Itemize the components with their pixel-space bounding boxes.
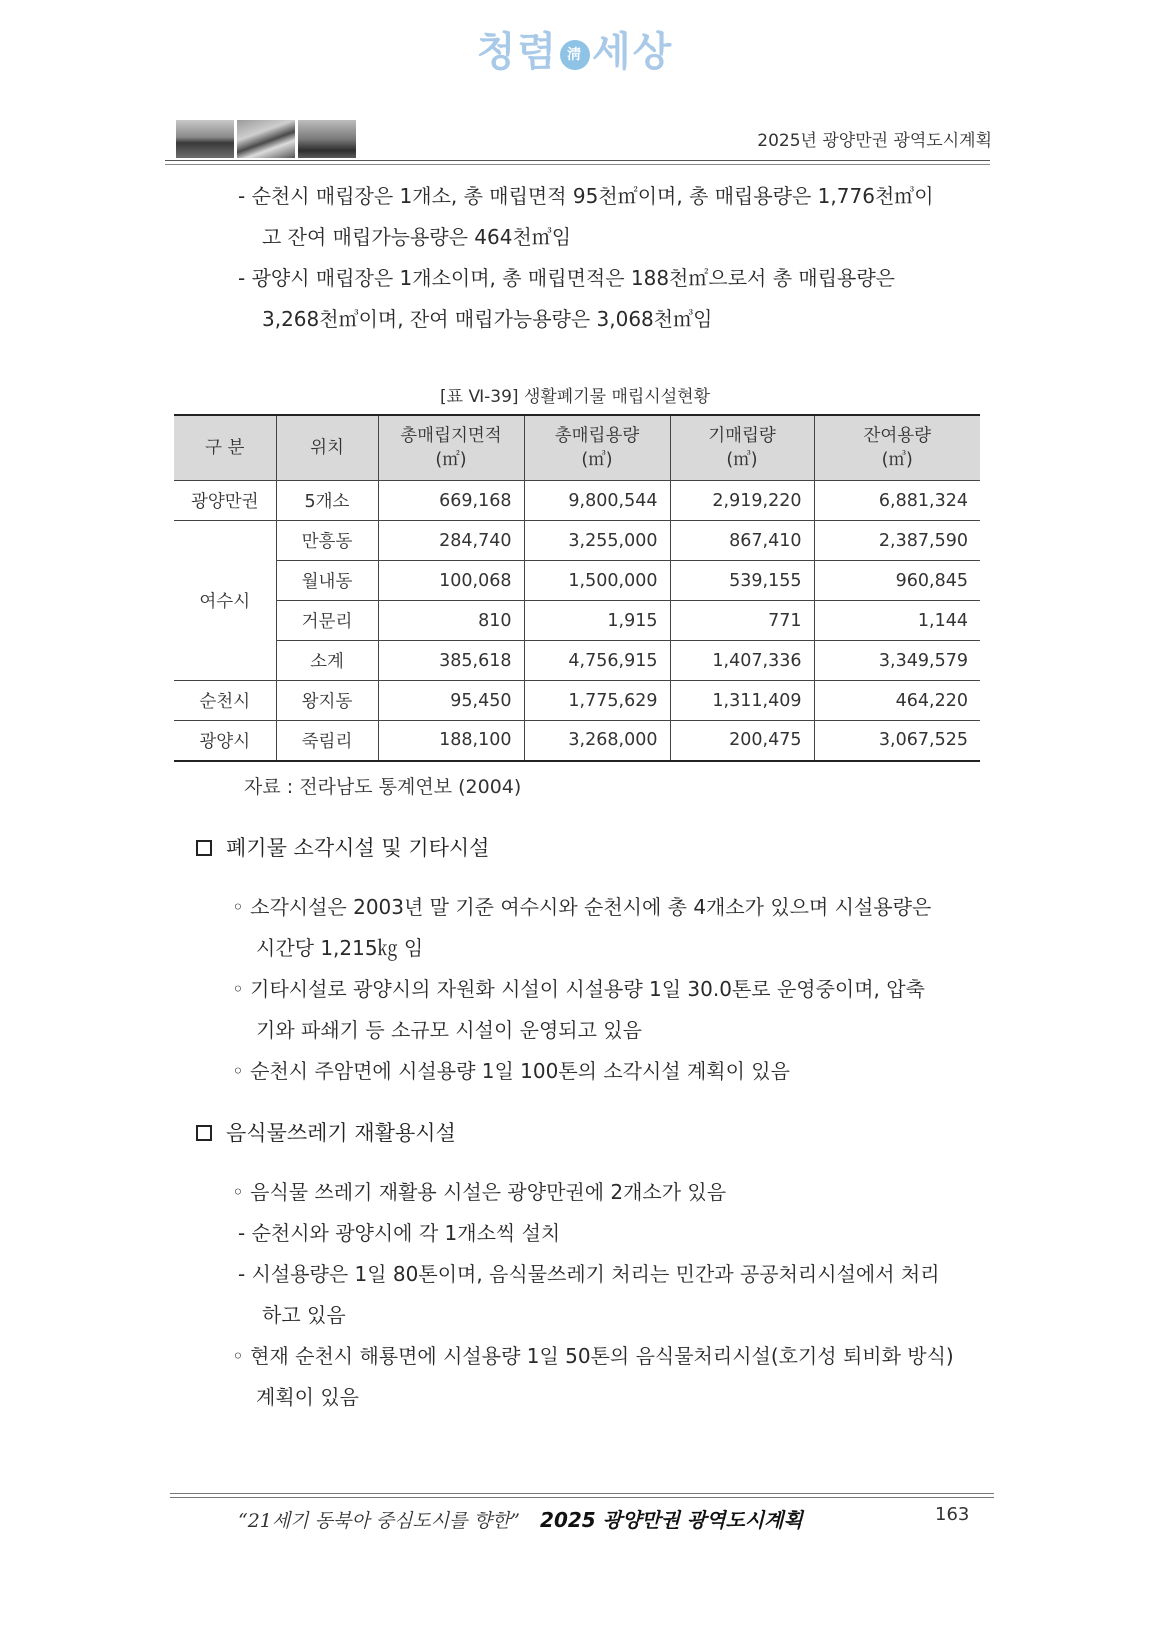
header-photo-strip [176, 120, 356, 158]
incineration-bullet-1-line-1: ◦ 소각시설은 2003년 말 기준 여수시와 순천시에 총 4개소가 있으며 시설용량은 [232, 895, 932, 919]
cell-capacity: 1,775,629 [524, 681, 670, 721]
cell-filled: 1,407,336 [670, 641, 814, 681]
header-rule [165, 160, 990, 161]
food-waste-dash-2-line-2: 하고 있음 [262, 1303, 346, 1327]
cell-remaining: 6,881,324 [814, 481, 980, 521]
section-title: 폐기물 소각시설 및 기타시설 [226, 836, 490, 860]
cell-filled: 771 [670, 601, 814, 641]
cell-filled: 2,919,220 [670, 481, 814, 521]
table-header-row [174, 415, 980, 481]
cell-remaining: 960,845 [814, 561, 980, 601]
cell-location: 소계 [276, 641, 378, 681]
header-rule-thin [165, 164, 990, 165]
suncheon-landfill-line-1: - 순천시 매립장은 1개소, 총 매립면적 95천㎡이며, 총 매립용량은 1,776천㎥이 [238, 184, 934, 208]
section-heading-incineration [196, 828, 489, 869]
food-waste-bullet-2-line-1: ◦ 현재 순천시 해룡면에 시설용량 1일 50톤의 음식물처리시설(호기성 퇴비화 방식) [232, 1344, 954, 1368]
footer-slogan: “21세기 동북아 중심도시를 향한” [238, 1510, 520, 1532]
cell-remaining: 464,220 [814, 681, 980, 721]
cell-filled: 200,475 [670, 721, 814, 761]
cell-location: 만흥동 [276, 521, 378, 561]
header-title: 2025년 광양만권 광역도시계획 [757, 131, 992, 151]
header-photo-2 [237, 120, 295, 158]
footer-rule [170, 1493, 994, 1494]
cell-capacity: 4,756,915 [524, 641, 670, 681]
table-row [174, 721, 980, 761]
food-waste-bullet-2-line-2: 계획이 있음 [256, 1385, 359, 1409]
cell-region: 순천시 [174, 681, 276, 721]
cell-remaining: 3,349,579 [814, 641, 980, 681]
logo-seal-icon: 淸 [560, 40, 590, 70]
cell-area: 669,168 [378, 481, 524, 521]
cell-region: 여수시 [174, 521, 276, 681]
table-row [174, 681, 980, 721]
gwangyang-landfill-line-1: - 광양시 매립장은 1개소이며, 총 매립면적은 188천㎡으로서 총 매립용량은 [238, 266, 895, 290]
cell-remaining: 3,067,525 [814, 721, 980, 761]
cell-capacity: 3,268,000 [524, 721, 670, 761]
table-caption: [표 Ⅵ-39] 생활폐기물 매립시설현황 [440, 387, 710, 407]
incineration-bullet-2-line-1: ◦ 기타시설로 광양시의 자원화 시설이 시설용량 1일 30.0톤로 운영중이며, 압축 [232, 977, 925, 1001]
cell-area: 100,068 [378, 561, 524, 601]
cell-filled: 867,410 [670, 521, 814, 561]
table-row [174, 601, 980, 641]
cell-filled: 1,311,409 [670, 681, 814, 721]
header-location: 위치 [276, 415, 378, 481]
incineration-bullet-3-line-1: ◦ 순천시 주암면에 시설용량 1일 100톤의 소각시설 계획이 있음 [232, 1059, 790, 1083]
header-photo-1 [176, 120, 234, 158]
checkbox-square-icon [196, 1125, 212, 1141]
cell-region: 광양만권 [174, 481, 276, 521]
cell-capacity: 1,915 [524, 601, 670, 641]
logo-text-right: 세상 [592, 28, 674, 75]
incineration-bullet-2-line-2: 기와 파쇄기 등 소규모 시설이 운영되고 있음 [256, 1018, 642, 1042]
gwangyang-landfill-line-2: 3,268천㎥이며, 잔여 매립가능용량은 3,068천㎥임 [262, 307, 713, 331]
section-heading-food-waste [196, 1113, 456, 1154]
page-number: 163 [935, 1504, 970, 1525]
table-source: 자료 : 전라남도 통계연보 (2004) [244, 776, 522, 798]
section-title: 음식물쓰레기 재활용시설 [226, 1121, 456, 1145]
landfill-table [174, 414, 980, 762]
food-waste-bullet-1: ◦ 음식물 쓰레기 재활용 시설은 광양만권에 2개소가 있음 [232, 1180, 727, 1204]
table-row [174, 521, 980, 561]
checkbox-square-icon [196, 840, 212, 856]
cell-location: 월내동 [276, 561, 378, 601]
food-waste-dash-1: - 순천시와 광양시에 각 1개소씩 설치 [238, 1221, 561, 1245]
cell-capacity: 3,255,000 [524, 521, 670, 561]
suncheon-landfill-line-2: 고 잔여 매립가능용량은 464천㎥임 [262, 225, 572, 249]
header-capacity: 총매립용량 (㎥) [524, 415, 670, 481]
cell-remaining: 2,387,590 [814, 521, 980, 561]
cell-area: 95,450 [378, 681, 524, 721]
header-photo-3 [298, 120, 356, 158]
logo [0, 20, 1150, 77]
table-row [174, 481, 980, 521]
cell-area: 810 [378, 601, 524, 641]
footer-text [238, 1504, 803, 1533]
incineration-bullet-1-line-2: 시간당 1,215㎏ 임 [256, 936, 424, 960]
footer-rule-thin [170, 1497, 994, 1498]
header-region: 구 분 [174, 415, 276, 481]
table-row [174, 561, 980, 601]
header-area: 총매립지면적 (㎡) [378, 415, 524, 481]
cell-location: 거문리 [276, 601, 378, 641]
table-row [174, 641, 980, 681]
cell-region: 광양시 [174, 721, 276, 761]
cell-location: 죽림리 [276, 721, 378, 761]
header-remaining: 잔여용량 (㎥) [814, 415, 980, 481]
cell-capacity: 1,500,000 [524, 561, 670, 601]
food-waste-dash-2-line-1: - 시설용량은 1일 80톤이며, 음식물쓰레기 처리는 민간과 공공처리시설에서 처리 [238, 1262, 940, 1286]
header-filled: 기매립량 (㎥) [670, 415, 814, 481]
cell-area: 188,100 [378, 721, 524, 761]
logo-text-left: 청렴 [476, 28, 558, 75]
cell-capacity: 9,800,544 [524, 481, 670, 521]
cell-location: 5개소 [276, 481, 378, 521]
cell-area: 385,618 [378, 641, 524, 681]
cell-area: 284,740 [378, 521, 524, 561]
cell-remaining: 1,144 [814, 601, 980, 641]
cell-location: 왕지동 [276, 681, 378, 721]
cell-filled: 539,155 [670, 561, 814, 601]
footer-plan-title: 2025 광양만권 광역도시계획 [540, 1508, 803, 1532]
